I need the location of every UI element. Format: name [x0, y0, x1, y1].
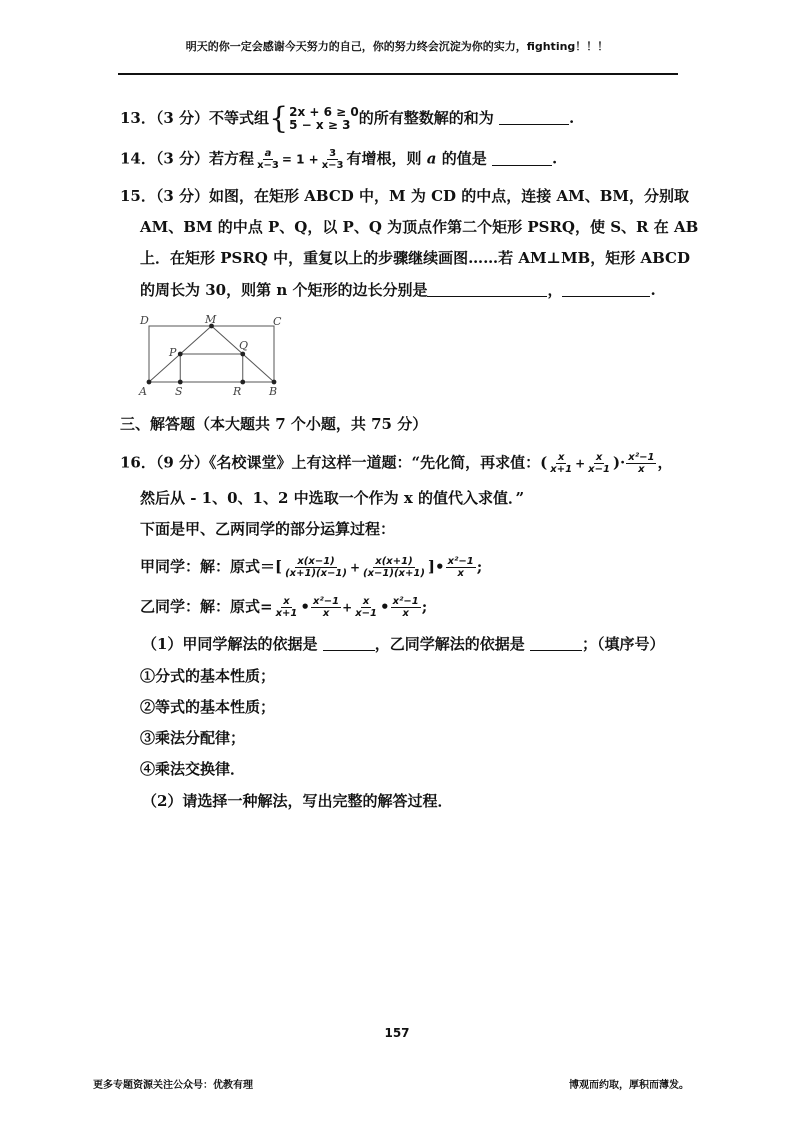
section-3-title: 三、解答题（本大题共 7 个小题，共 75 分） — [120, 415, 428, 433]
q16-yi-basis-blank[interactable] — [530, 634, 582, 651]
point-s — [178, 380, 183, 385]
q16-yi-label: 乙同学：解：原式= — [140, 597, 273, 616]
label-p: P — [169, 346, 177, 359]
q16-part-1 — [142, 634, 664, 654]
q16-score: （9 分） — [155, 453, 210, 472]
q16-jia-label: 甲同学：解：原式＝[ — [140, 557, 283, 576]
q16-p1-text-a: （1）甲同学解法的依据是 — [142, 635, 318, 653]
question-15-line-1 — [120, 186, 689, 206]
q16-jia-solution: 甲同学：解：原式＝[ $\frac{x(x-1)}{(x+1)(x-1)}$ + $\frac{x(x+1)}{(x-1)(x+1)}$ ]• $\frac{\text{x²−1}}{x}$ ; — [140, 556, 483, 579]
q15-text-2: AM、BM 的中点 P、Q，以 P、Q 为顶点作第二个矩形 PSRQ，使 S、R 在 AB — [140, 218, 699, 236]
q16-intro: 《名校课堂》上有这样一道题：“先化简，再求值：( — [209, 453, 548, 472]
point-b — [272, 380, 277, 385]
label-d: D — [140, 314, 149, 327]
question-16-line-1: 16．（9 分）《名校课堂》上有这样一道题：“先化简，再求值：( $\frac{x}{x+1}$ + $\frac{x}{x-1}$ )· $\frac{\text{x²−1}}{x}$ ， — [120, 452, 673, 475]
label-q: Q — [239, 339, 249, 352]
q16-frac-b: $\frac{x}{x-1}$ — [588, 452, 610, 475]
left-brace: { — [269, 101, 289, 136]
q16-option-2: ②等式的基本性质； — [140, 698, 276, 716]
q16-p1-text-b: ，乙同学解法的依据是 — [374, 635, 525, 653]
question-13 — [120, 101, 575, 136]
q14-variable: a — [426, 149, 437, 168]
q14-fraction-1: $\frac{a}{x-3}$ — [257, 148, 279, 171]
q16-frac-a: $\frac{x}{x+1}$ — [550, 452, 573, 475]
footer-right-text: 博观而约取，厚积而薄发。 — [569, 1080, 689, 1091]
label-m: M — [205, 313, 217, 326]
page-header-motto: 明天的你一定会感谢今天努力的自己，你的努力终会沉淀为你的实力，fighting！！！ — [185, 40, 609, 53]
q14-answer-blank[interactable] — [492, 149, 552, 166]
rectangle-psrq — [180, 354, 243, 382]
page-number: 157 — [384, 1026, 410, 1040]
label-r: R — [233, 385, 242, 398]
point-a — [147, 380, 152, 385]
q14-suffix1: 有增根，则 — [346, 149, 422, 168]
q13-prefix: 不等式组 — [209, 109, 270, 127]
q16-yi-solution: 乙同学：解：原式= $\frac{x}{x+1}$ • $\frac{\text{x²−1}}{x}$ + $\frac{x}{x-1}$ • $\frac{\text{x²−1}}{x}$ ; — [140, 596, 428, 619]
footer-left-text: 更多专题资源关注公众号：优教有理 — [93, 1080, 253, 1091]
q13-suffix: 的所有整数解的和为 — [358, 109, 494, 127]
header-divider — [118, 73, 678, 75]
q14-number: 14． — [120, 149, 156, 168]
q14-prefix: 若方程 — [209, 149, 255, 168]
q16-line-3: 下面是甲、乙两同学的部分运算过程： — [140, 520, 396, 538]
q15-text-3: 上．在矩形 PSRQ 中，重复以上的步骤继续画图……若 AM⊥MB，矩形 ABCD — [140, 249, 690, 267]
q14-period: . — [551, 149, 558, 168]
label-a: A — [139, 385, 147, 398]
q14-fraction-2: $\frac{3}{x-3}$ — [321, 148, 344, 171]
label-c: C — [273, 315, 282, 328]
q15-answer-blank-1[interactable] — [427, 280, 547, 297]
q14-suffix2: 的值是 — [441, 149, 487, 168]
point-r — [240, 380, 245, 385]
label-b: B — [269, 385, 278, 398]
q15-score: （3 分） — [155, 187, 210, 205]
q16-option-1: ①分式的基本性质； — [140, 667, 276, 685]
q16-jia-basis-blank[interactable] — [323, 634, 375, 651]
q13-number: 13． — [120, 109, 156, 127]
q16-number: 16． — [120, 453, 156, 472]
question-15-line-4: 的周长为 30，则第 n 个矩形的边长分别是 ， . — [140, 281, 656, 299]
q16-part-2: （2）请选择一种解法，写出完整的解答过程． — [142, 792, 453, 810]
q13-period: . — [569, 109, 575, 127]
q16-frac-c: $\frac{\text{x²−1}}{x}$ — [628, 452, 655, 475]
q16-p1-text-c: ；（填序号） — [581, 635, 665, 653]
q13-ineq2: 5 − x ≥ 3 — [289, 118, 351, 132]
q15-text-4: 的周长为 30，则第 n 个矩形的边长分别是 — [140, 281, 428, 299]
rectangle-figure — [136, 312, 292, 400]
q16-option-3: ③乘法分配律； — [140, 729, 246, 747]
q13-inequality-system — [269, 101, 359, 136]
q13-ineq1: 2x + 6 ≥ 0 — [289, 105, 359, 119]
q15-number: 15． — [120, 187, 156, 205]
label-s: S — [175, 385, 183, 398]
q13-score: （3 分） — [155, 109, 210, 127]
q16-option-4: ④乘法交换律． — [140, 760, 246, 778]
question-14 — [120, 148, 557, 171]
q14-score: （3 分） — [155, 149, 210, 168]
q15-text-1: 如图，在矩形 ABCD 中，M 为 CD 的中点，连接 AM、BM，分别取 — [209, 187, 689, 205]
q15-answer-blank-2[interactable] — [562, 280, 650, 297]
point-q — [240, 352, 245, 357]
q13-answer-blank[interactable] — [499, 108, 569, 125]
q16-line-2: 然后从 - 1、0、1、2 中选取一个作为 x 的值代入求值．” — [140, 489, 525, 507]
q14-equals: = 1 + — [281, 152, 319, 167]
point-p — [178, 352, 183, 357]
